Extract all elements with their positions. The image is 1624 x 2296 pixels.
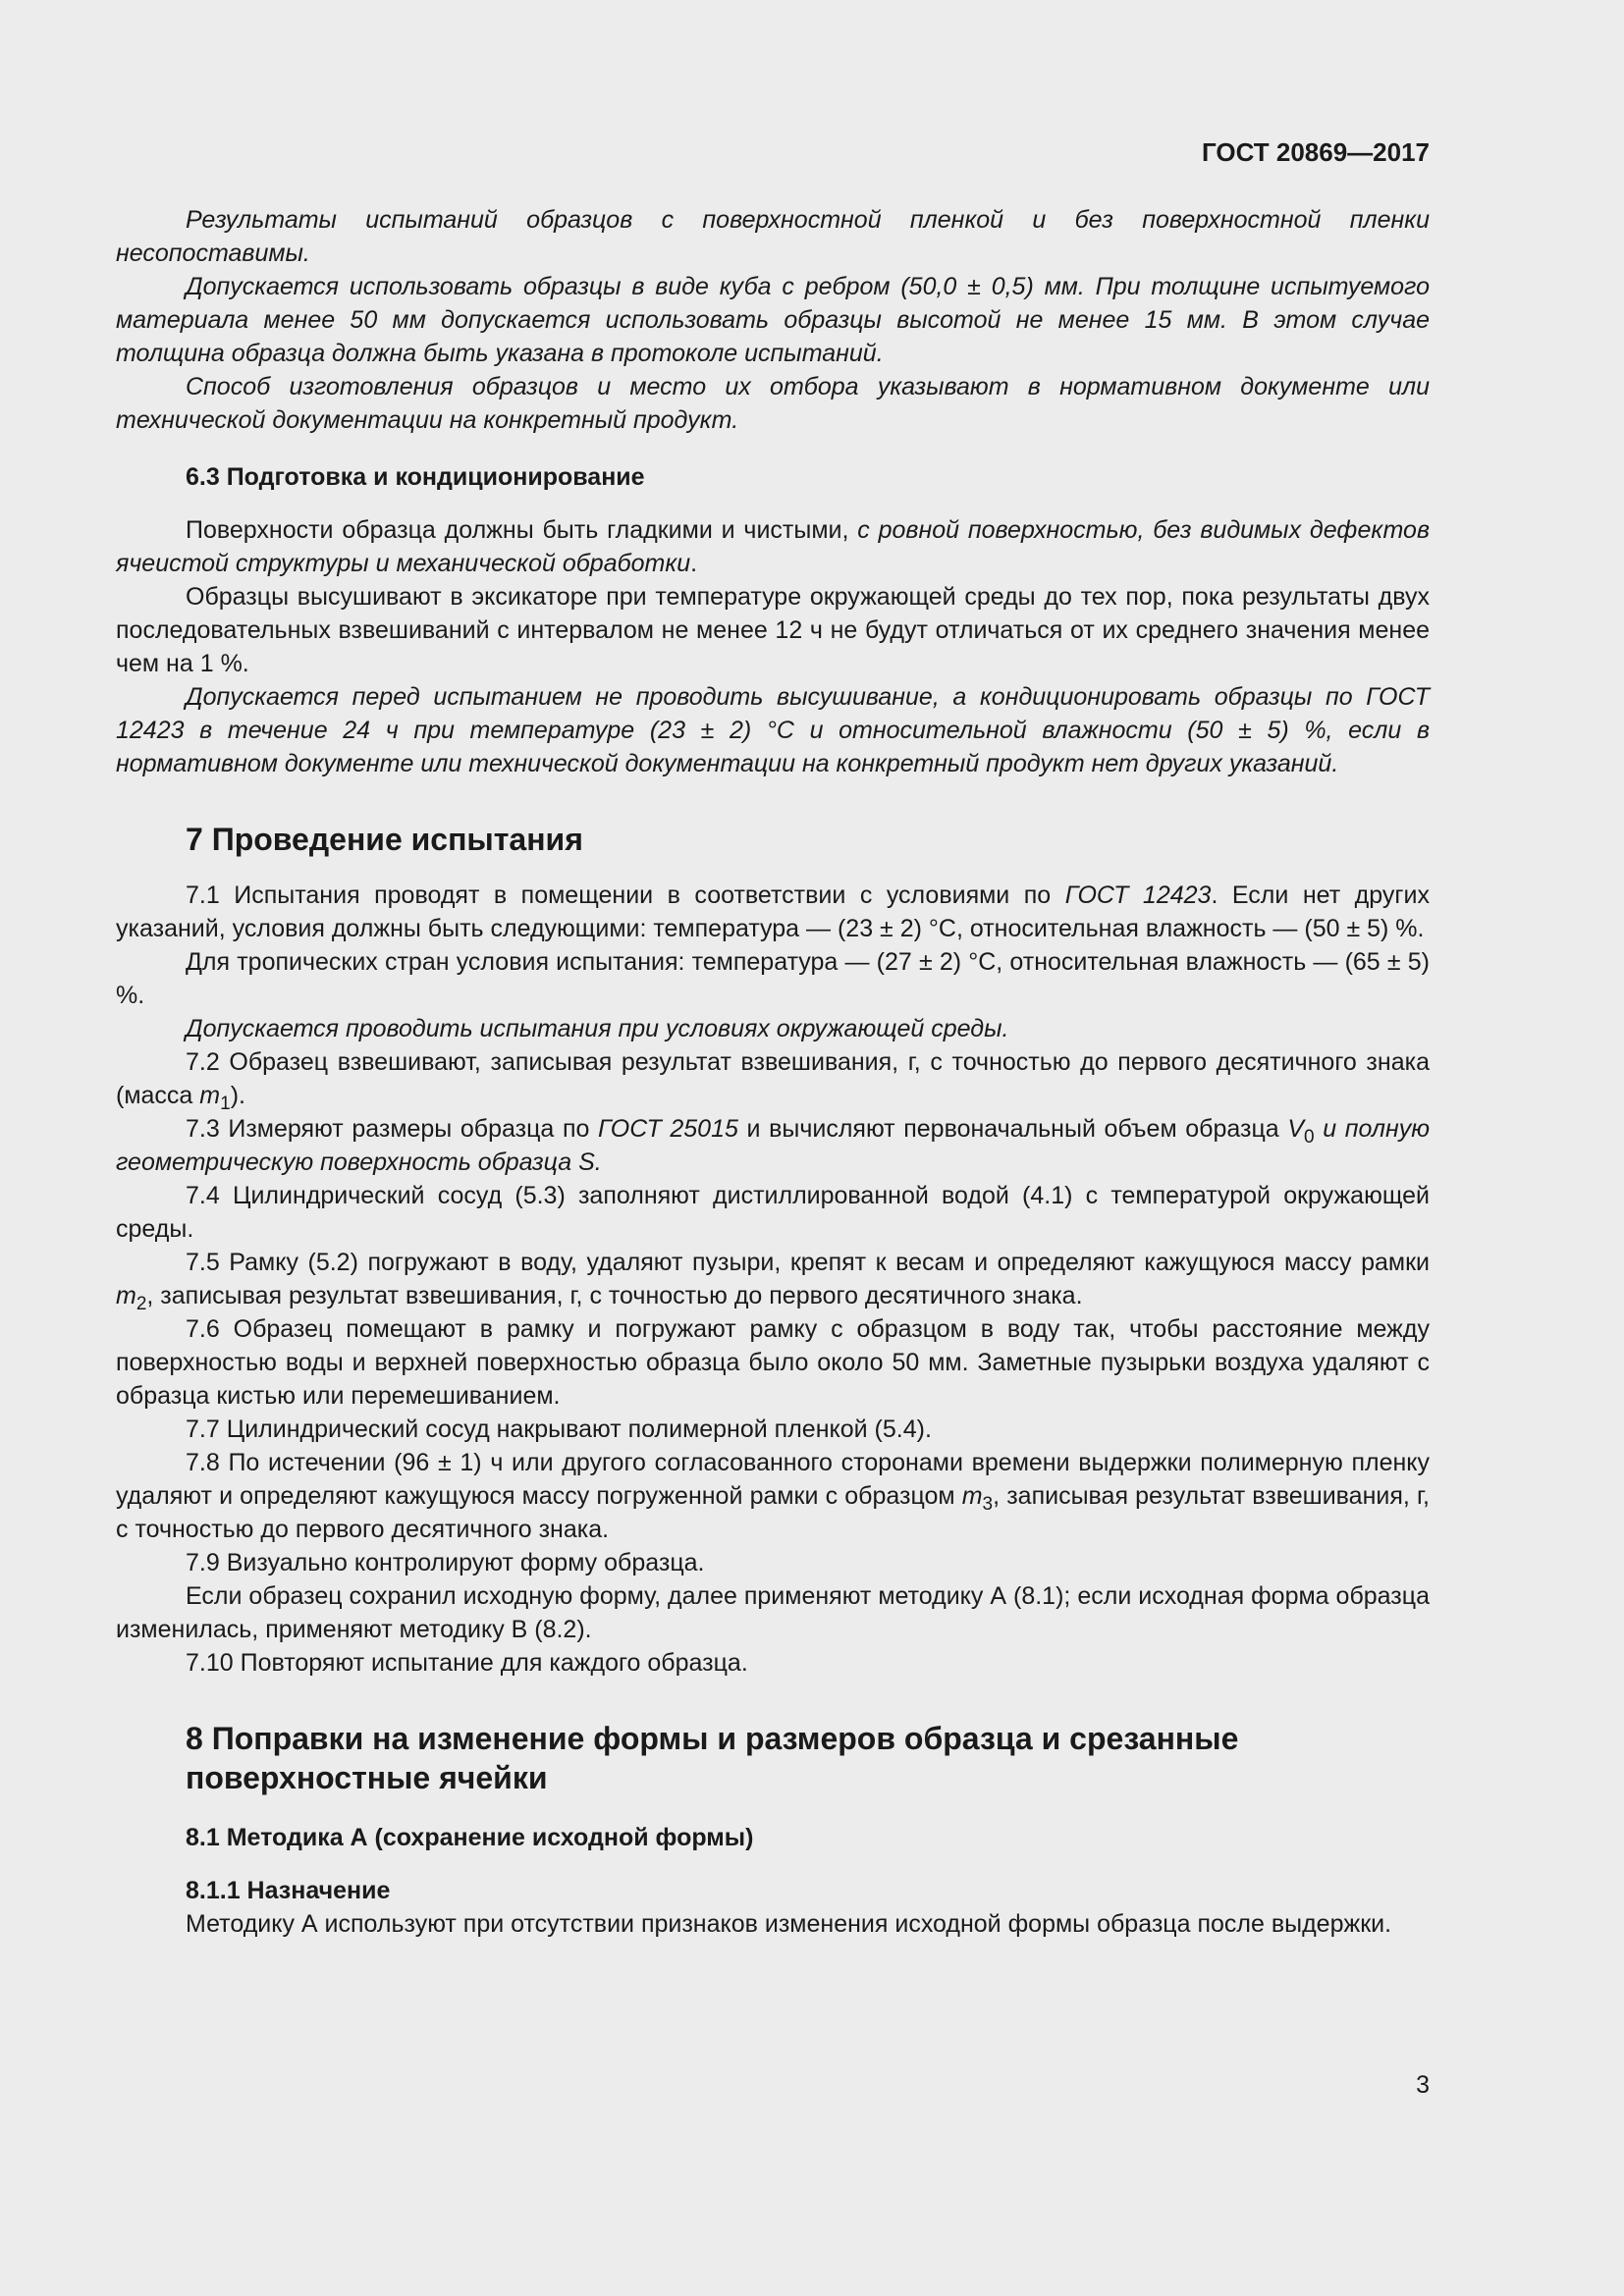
paragraph: Методику А используют при отсутствии признаков изменения исходной формы образца после выдержки. xyxy=(186,1910,1392,1938)
paragraph: Поверхности образца должны быть гладкими и чистыми, с ровной поверхностью, без видимых дефектов ячеистой структуры и механической обработки. xyxy=(116,516,1431,577)
section-heading-8: 8 Поправки на изменение формы и размеров образца и срезанные поверхностные ячейки xyxy=(186,1721,1239,1795)
paragraph-7-1: 7.1 Испытания проводят в помещении в соответствии с условиями по ГОСТ 12423. Если нет других указаний, условия должны быть следующими: температура — (23 ± 2) °С, относительная влажность — (50 ± 5) %. xyxy=(116,881,1430,942)
paragraph-7-7: 7.7 Цилиндрический сосуд накрывают полимерной пленкой (5.4). xyxy=(186,1415,932,1443)
paragraph-7-4: 7.4 Цилиндрический сосуд (5.3) заполняют дистиллированной водой (4.1) с температурой окружающей среды. xyxy=(116,1182,1430,1243)
section-heading-6-3: 6.3 Подготовка и кондиционирование xyxy=(186,463,645,491)
paragraph: Допускается проводить испытания при условиях окружающей среды. xyxy=(186,1015,1009,1042)
paragraph: Допускается использовать образцы в виде куба с ребром (50,0 ± 0,5) мм. При толщине испытуемого материала менее 50 мм допускается использовать образцы высотой не менее 15 мм. В этом случае толщина образца должна быть указана в протоколе испытаний. xyxy=(116,273,1430,367)
paragraph: Результаты испытаний образцов с поверхностной пленкой и без поверхностной пленки несопоставимы. xyxy=(116,206,1430,267)
paragraph-7-9: 7.9 Визуально контролируют форму образца. xyxy=(186,1549,705,1576)
paragraph-7-2: 7.2 Образец взвешивают, записывая результат взвешивания, г, с точностью до первого десятичного знака (масса $m_1$). xyxy=(116,1048,1430,1114)
paragraph: Образцы высушивают в эксикаторе при температуре окружающей среды до тех пор, пока результаты двух последовательных взвешиваний с интервалом не менее 12 ч не будут отличаться от их среднего значения менее чем на 1 %. xyxy=(116,583,1430,677)
paragraph-7-6: 7.6 Образец помещают в рамку и погружают рамку с образцом в воду так, чтобы расстояние между поверхностью воды и верхней поверхностью образца было около 50 мм. Заметные пузырьки воздуха удаляют с образца кистью или перемешиванием. xyxy=(116,1315,1430,1410)
section-heading-8-1-1: 8.1.1 Назначение xyxy=(186,1877,391,1904)
paragraph-7-10: 7.10 Повторяют испытание для каждого образца. xyxy=(186,1649,748,1677)
paragraph: Если образец сохранил исходную форму, далее применяют методику А (8.1); если исходная форма образца изменилась, применяют методику В (8.2). xyxy=(116,1582,1430,1643)
section-heading-8-1: 8.1 Методика А (сохранение исходной формы) xyxy=(186,1824,754,1851)
paragraph-7-8: 7.8 По истечении (96 ± 1) ч или другого согласованного сторонами времени выдержки полимерную пленку удаляют и определяют кажущуюся массу погруженной рамки с образцом $m_3$, записывая результат взвешивания, г, с точностью до первого десятичного знака. xyxy=(116,1449,1430,1543)
paragraph: Для тропических стран условия испытания: температура — (27 ± 2) °С, относительная влажность — (65 ± 5) %. xyxy=(116,948,1430,1009)
paragraph-7-5: 7.5 Рамку (5.2) погружают в воду, удаляют пузыри, крепят к весам и определяют кажущуюся массу рамки $m_2$, записывая результат взвешивания, г, с точностью до первого десятичного знака. xyxy=(116,1249,1430,1314)
paragraph: Допускается перед испытанием не проводить высушивание, а кондиционировать образцы по ГОСТ 12423 в течение 24 ч при температуре (23 ± 2) °С и относительной влажности (50 ± 5) %, если в нормативном документе или технической документации на конкретный продукт нет других указаний. xyxy=(116,683,1430,777)
page-number: 3 xyxy=(1416,2071,1430,2099)
paragraph: Способ изготовления образцов и место их отбора указывают в нормативном документе или технической документации на конкретный продукт. xyxy=(116,373,1430,434)
document-header: ГОСТ 20869—2017 xyxy=(1202,137,1430,167)
section-heading-7: 7 Проведение испытания xyxy=(186,822,583,857)
document-page xyxy=(116,137,1430,1941)
paragraph-7-3: 7.3 Измеряют размеры образца по ГОСТ 25015 и вычисляют первоначальный объем образца $V_0$ и полную геометрическую поверхность образца S. xyxy=(116,1115,1431,1176)
